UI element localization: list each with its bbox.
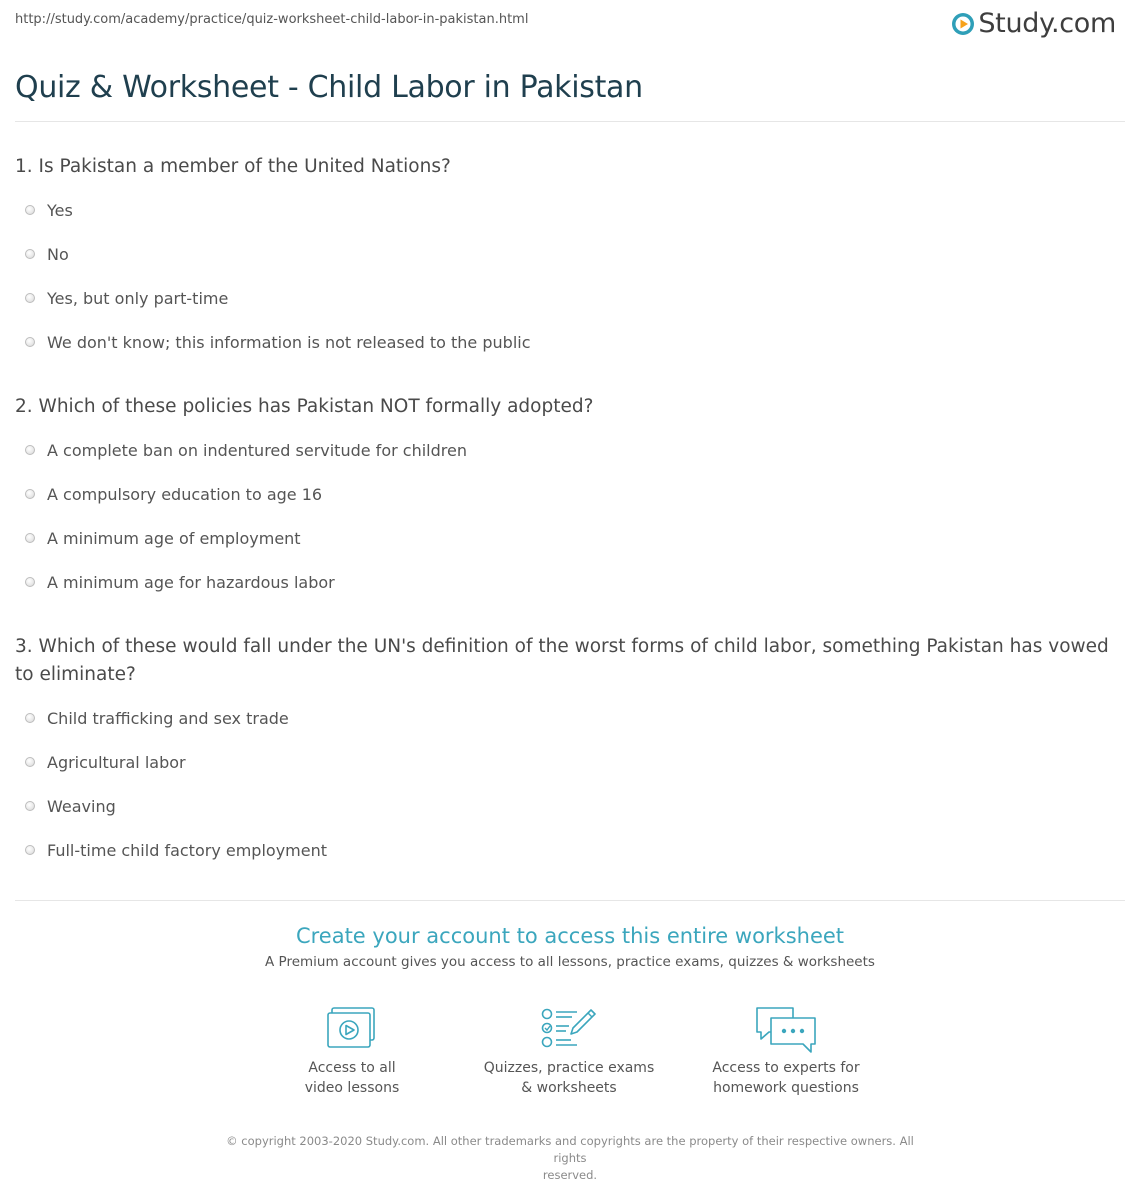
copyright-notice: © copyright 2003-2020 Study.com. All other trademarks and copyrights are the property of their respective owners. All rights reserved. [226, 1134, 914, 1182]
question-text: 1. Is Pakistan a member of the United Nations? [15, 156, 451, 177]
video-lessons-icon [326, 1006, 378, 1050]
page-url: http://study.com/academy/practice/quiz-worksheet-child-labor-in-pakistan.html [15, 12, 529, 27]
answer-option[interactable] [15, 232, 1120, 276]
answer-options [15, 188, 1120, 364]
feature-label: Access to all video lessons [304, 1060, 400, 1096]
feature-video-lessons [252, 1006, 452, 1098]
answer-options [15, 696, 1120, 872]
answer-option[interactable] [15, 828, 1120, 872]
signup-cta [0, 924, 1140, 970]
quiz-checklist-icon [539, 1006, 599, 1050]
option-label: A compulsory education to age 16 [47, 484, 323, 504]
question-1 [15, 153, 1120, 364]
question-2 [15, 393, 1120, 604]
premium-features [0, 1000, 1140, 1110]
answer-option[interactable] [15, 560, 1120, 604]
cta-title-link[interactable]: Create your account to access this entire worksheet [295, 924, 845, 948]
option-label: A complete ban on indentured servitude for children [47, 440, 467, 460]
option-label: Child trafficking and sex trade [47, 708, 289, 728]
radio-button[interactable] [25, 533, 35, 543]
option-label: We don't know; this information is not released to the public [47, 332, 531, 352]
answer-option[interactable] [15, 472, 1120, 516]
option-label: Full-time child factory employment [47, 840, 327, 860]
feature-label: Access to experts for homework questions [712, 1060, 860, 1096]
radio-button[interactable] [25, 757, 35, 767]
radio-button[interactable] [25, 445, 35, 455]
study-logo[interactable] [951, 8, 1116, 39]
page-title: Quiz & Worksheet - Child Labor in Pakistan [15, 70, 643, 105]
answer-option[interactable] [15, 320, 1120, 364]
radio-button[interactable] [25, 845, 35, 855]
divider [15, 900, 1125, 901]
radio-button[interactable] [25, 249, 35, 259]
option-label: Yes [47, 200, 73, 220]
option-label: A minimum age for hazardous labor [47, 572, 335, 592]
answer-option[interactable] [15, 276, 1120, 320]
option-label: No [47, 244, 69, 264]
option-label: A minimum age of employment [47, 528, 301, 548]
radio-button[interactable] [25, 205, 35, 215]
radio-button[interactable] [25, 337, 35, 347]
radio-button[interactable] [25, 713, 35, 723]
question-text: 3. Which of these would fall under the UN's definition of the worst forms of child labor, something Pakistan has vowed to eliminate? [15, 636, 1109, 685]
logo-text: Study.com [978, 8, 1116, 39]
chat-bubbles-icon [753, 1004, 819, 1054]
radio-button[interactable] [25, 489, 35, 499]
radio-button[interactable] [25, 801, 35, 811]
question-3 [15, 633, 1120, 872]
feature-quizzes [469, 1006, 669, 1098]
answer-option[interactable] [15, 696, 1120, 740]
answer-option[interactable] [15, 740, 1120, 784]
answer-options [15, 428, 1120, 604]
radio-button[interactable] [25, 577, 35, 587]
option-label: Weaving [47, 796, 116, 816]
play-logo-icon [951, 12, 975, 36]
feature-label: Quizzes, practice exams & worksheets [483, 1060, 655, 1096]
radio-button[interactable] [25, 293, 35, 303]
question-text: 2. Which of these policies has Pakistan NOT formally adopted? [15, 396, 594, 417]
answer-option[interactable] [15, 516, 1120, 560]
top-bar [15, 8, 1120, 41]
answer-option[interactable] [15, 784, 1120, 828]
feature-experts [686, 1004, 886, 1098]
option-label: Agricultural labor [47, 752, 186, 772]
divider [15, 121, 1125, 122]
answer-option[interactable] [15, 428, 1120, 472]
answer-option[interactable] [15, 188, 1120, 232]
option-label: Yes, but only part-time [47, 288, 229, 308]
cta-subtitle: A Premium account gives you access to all lessons, practice exams, quizzes & worksheets [265, 954, 875, 970]
